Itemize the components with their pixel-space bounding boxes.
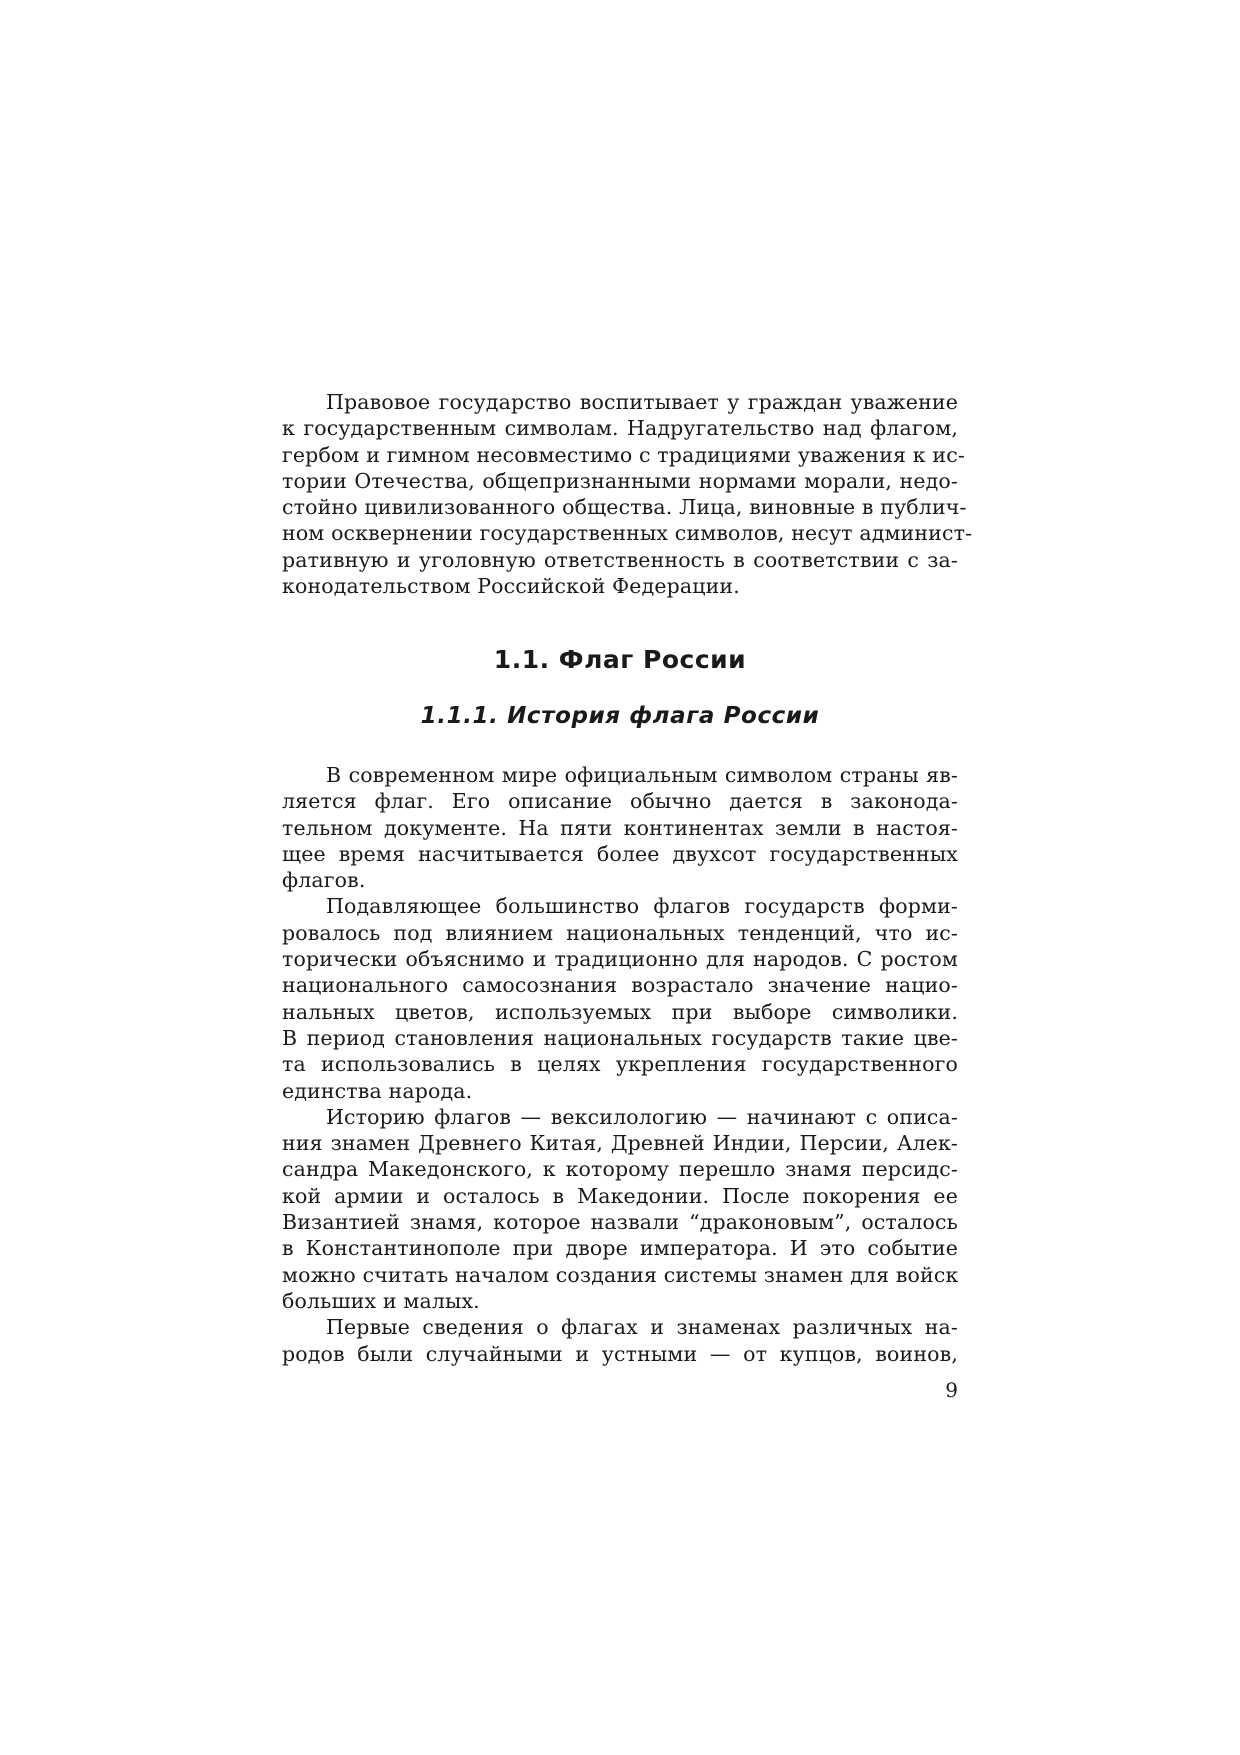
text-line: В современном мире официальным символом страны яв- [326,763,958,787]
text-line: национального самосознания возрастало значение нацио- [282,973,958,998]
page-number: 9 [945,1378,958,1402]
text-line: нальных цветов, используемых при выборе символики. [282,999,958,1024]
subsection-heading: 1.1.1. История флага России [420,703,820,729]
intro-paragraph [282,389,973,599]
text-line: щее время насчитывается более двухсот государственных [282,841,958,866]
text-line: единства народа. [282,1078,473,1103]
text-line: в Константинополе при дворе императора. И это событие [282,1236,958,1261]
text-line: В период становления национальных государств такие цве- [282,1025,958,1050]
text-line: Правовое государство воспитывает у граждан уважение [326,390,958,414]
text-line: флагов. [282,868,366,893]
body-text [282,762,958,1367]
text-line: тельном документе. На пяти континентах земли в настоя- [282,815,958,840]
text-line: больших и малых. [282,1288,480,1313]
text-line: тории Отечества, общепризнанными нормами морали, недо- [282,468,958,493]
text-line: Подавляющее большинство флагов государств форми- [326,894,958,919]
text-line: Историю флагов — вексилологию — начинают с описа- [326,1104,958,1129]
text-line: родов были случайными и устными — от купцов, воинов, [282,1341,958,1366]
text-line: гербом и гимном несовместимо с традициями уважения к ис- [282,442,965,467]
text-line: ном осквернении государственных символов, несут админист- [282,521,973,546]
text-line: торически объяснимо и традиционно для народов. С ростом [282,947,958,972]
text-line: ративную и уголовную ответственность в соответствии с за- [282,547,958,572]
text-line: к государственным символам. Надругательство над флагом, [282,416,958,441]
text-line: кой армии и осталось в Македонии. После покорения ее [282,1183,958,1208]
text-line: Византией знамя, которое назвали “драконовым”, осталось [282,1210,958,1235]
text-line: конодательством Российской Федерации. [282,574,740,599]
text-line: ния знамен Древнего Китая, Древней Индии, Персии, Алек- [282,1131,958,1156]
text-line: ровалось под влиянием национальных тенденций, что ис- [282,920,958,945]
text-line: можно считать началом создания системы знамен для войск [282,1262,959,1287]
text-line: Первые сведения о флагах и знаменах различных на- [326,1315,958,1340]
text-line: сандра Македонского, к которому перешло знамя персидс- [282,1157,958,1182]
text-line: та использовались в целях укрепления государственного [282,1052,958,1077]
text-line: ляется флаг. Его описание обычно дается в законода- [282,789,958,814]
section-heading: 1.1. Флаг России [493,645,747,674]
text-line: стойно цивилизованного общества. Лица, виновные в публич- [282,495,967,520]
